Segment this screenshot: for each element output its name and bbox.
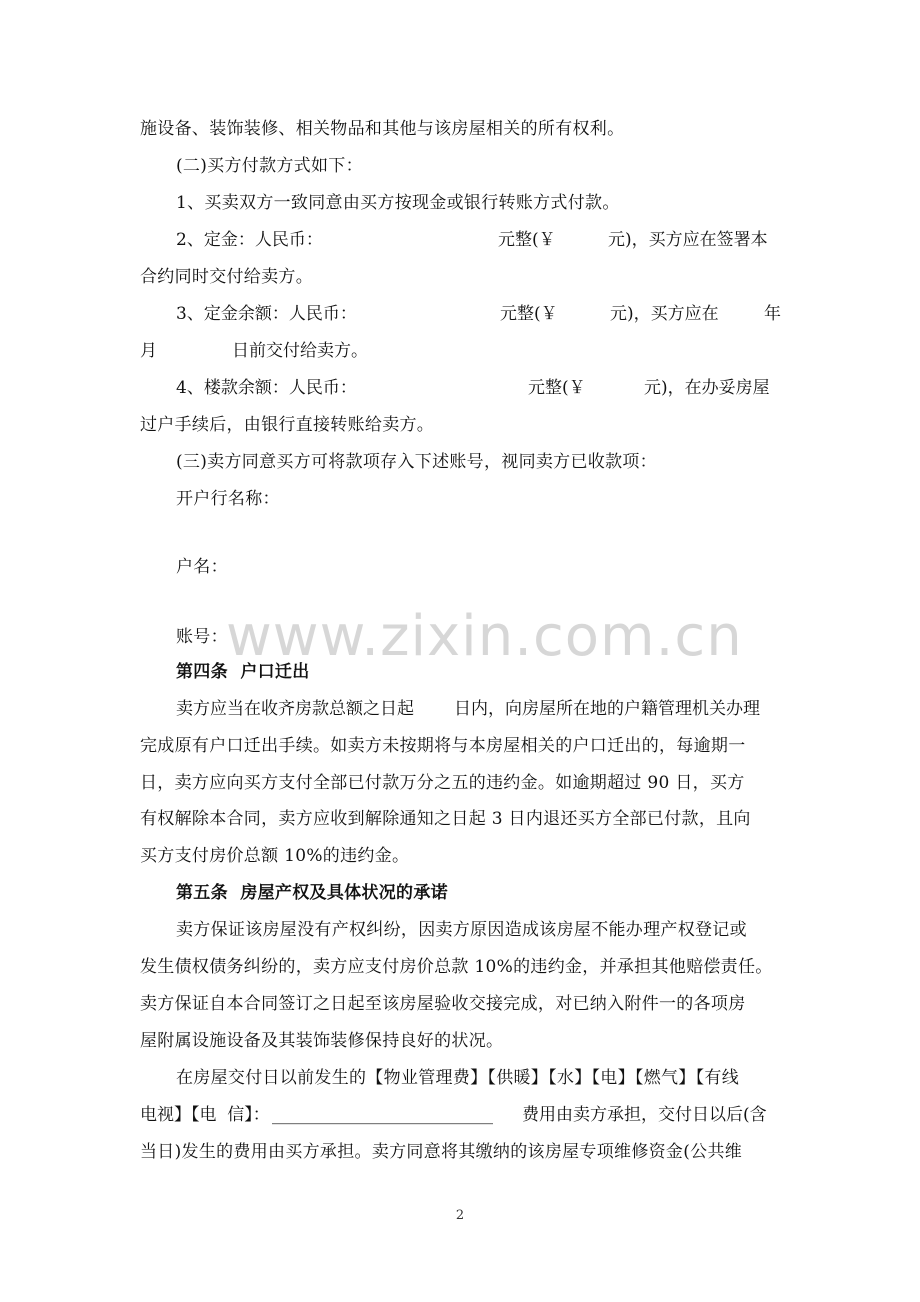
text-line: 日，卖方应向买方支付全部已付款万分之五的违约金。如逾期超过 90 日，买方: [140, 773, 745, 793]
text-line: 在房屋交付日以前发生的【物业管理费】【供暖】【水】【电】【燃气】【有线: [176, 1068, 739, 1088]
text-line: 当日)发生的费用由买方承担。卖方同意将其缴纳的该房屋专项维修资金(公共维: [140, 1142, 743, 1162]
text-line: 买方支付房价总额 10%的违约金。: [140, 846, 410, 866]
balance-yuan: 元整(￥: [528, 378, 586, 398]
deposit-balance-label: 3、定金余额：人民币：: [176, 304, 357, 324]
section-heading: (二)买方付款方式如下：: [176, 156, 363, 176]
text-line: 卖方保证自本合同签订之日起至该房屋验收交接完成，对已纳入附件一的各项房: [140, 994, 746, 1014]
text-line: 日内，向房屋所在地的户籍管理机关办理: [454, 699, 760, 719]
date-tail: 日前交付给卖方。: [232, 341, 368, 361]
deposit-balance-yuan: 元整(￥: [500, 304, 558, 324]
bank-name-label: 开户行名称：: [176, 489, 280, 509]
text-line: 屋附属设施设备及其装饰装修保持良好的状况。: [140, 1031, 504, 1051]
text-line: 有权解除本合同，卖方应收到解除通知之日起 3 日内退还买方全部已付款，且向: [140, 809, 751, 829]
deposit-label: 2、定金：人民币：: [176, 230, 323, 250]
watermark: www.zixin.com.cn: [226, 604, 743, 669]
balance-label: 4、楼款余额：人民币：: [176, 378, 357, 398]
month-label: 月: [140, 341, 157, 361]
account-number-label: 账号：: [176, 627, 228, 647]
account-name-label: 户名：: [176, 557, 228, 577]
text-line: 发生债权债务纠纷的，卖方应支付房价总款 10%的违约金，并承担其他赔偿责任。: [140, 957, 773, 977]
deposit-yuan: 元整(￥: [498, 230, 556, 250]
deposit-tail: 元)，买方应在签署本: [608, 230, 768, 250]
text-line: 完成原有户口迁出手续。如卖方未按期将与本房屋相关的户口迁出的，每逾期一: [140, 736, 746, 756]
text-line: 1、买卖双方一致同意由买方按现金或银行转账方式付款。: [176, 193, 620, 213]
text-line: 卖方保证该房屋没有产权纠纷，因卖方原因造成该房屋不能办理产权登记或: [176, 920, 747, 940]
year-label: 年: [764, 304, 781, 324]
text-line: 合约同时交付给卖方。: [140, 267, 313, 287]
fill-blank: __________________________: [272, 1105, 493, 1125]
section-heading: (三)卖方同意买方可将款项存入下述账号，视同卖方已收款项：: [176, 452, 657, 472]
balance-tail: 元)，在办妥房屋: [644, 378, 770, 398]
text-line: 费用由卖方承担，交付日以后(含: [522, 1105, 767, 1125]
text-line: 电视】【电 信】：: [140, 1105, 270, 1125]
page-number: 2: [455, 1208, 465, 1223]
deposit-balance-tail: 元)，买方应在: [610, 304, 719, 324]
text-line: 施设备、装饰装修、相关物品和其他与该房屋相关的所有权利。: [140, 119, 625, 139]
text-line: 过户手续后，由银行直接转账给卖方。: [140, 415, 435, 435]
article-five-heading: 第五条 房屋产权及具体状况的承诺: [176, 883, 448, 903]
text-line: 卖方应当在收齐房款总额之日起: [176, 699, 414, 719]
article-four-heading: 第四条 户口迁出: [176, 662, 310, 682]
